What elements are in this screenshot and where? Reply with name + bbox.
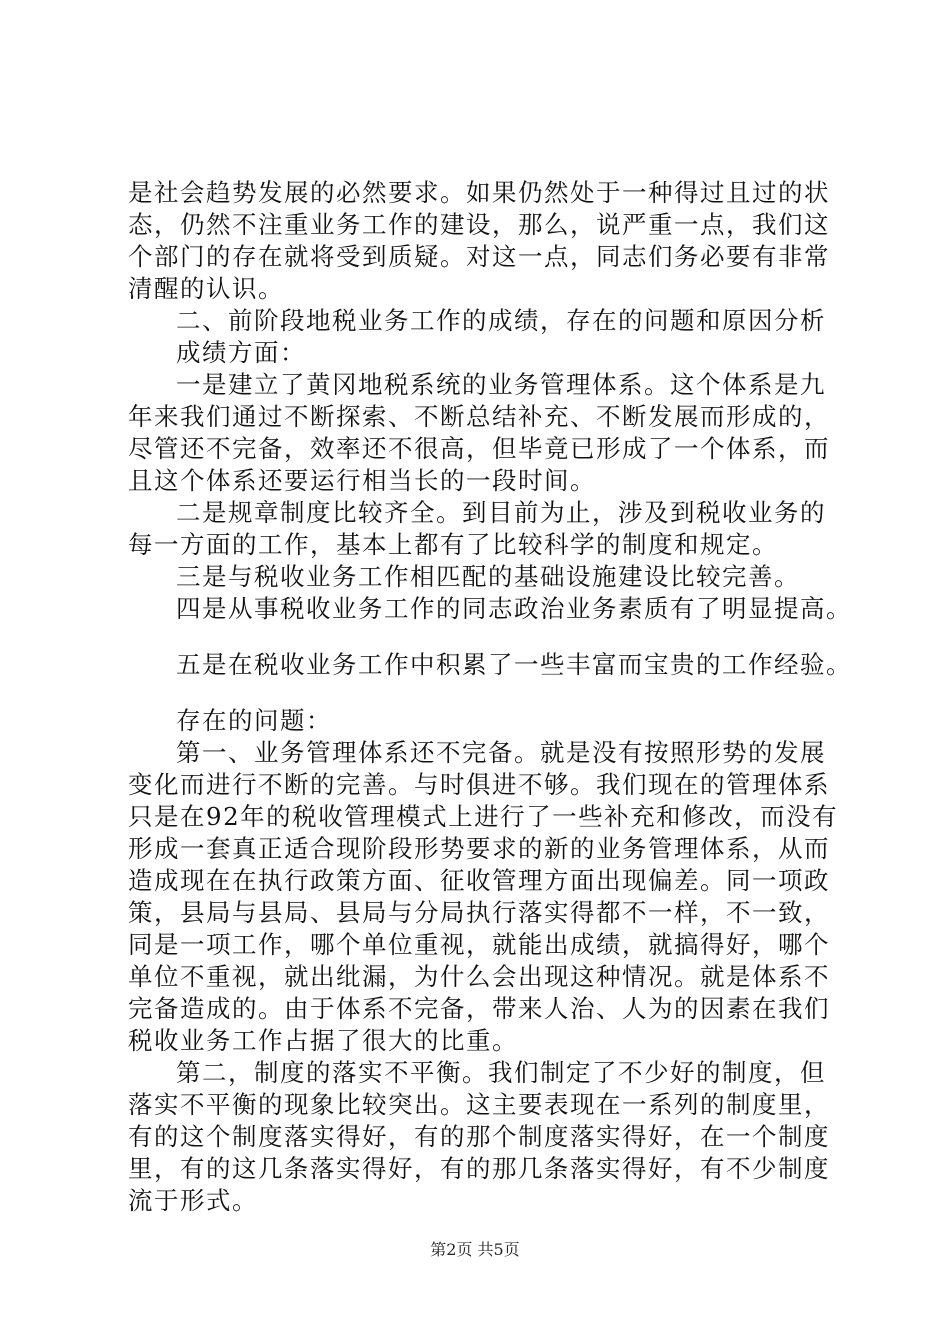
body-line: 里，有的这几条落实得好，有的那几条落实得好，有不少制度 (128, 1154, 830, 1183)
body-line: 完备造成的。由于体系不完备，带来人治、人为的因素在我们 (128, 994, 830, 1023)
body-line: 四是从事税收业务工作的同志政治业务素质有了明显提高。 (176, 594, 852, 623)
subheading: 成绩方面： (176, 338, 306, 367)
subheading: 存在的问题： (176, 706, 332, 735)
body-line: 态，仍然不注重业务工作的建设，那么，说严重一点，我们这 (128, 210, 830, 239)
body-line: 二是规章制度比较齐全。到目前为止，涉及到税收业务的 (176, 498, 826, 527)
body-line: 单位不重视，就出纰漏，为什么会出现这种情况。就是体系不 (128, 962, 830, 991)
body-line: 同是一项工作，哪个单位重视，就能出成绩，就搞得好，哪个 (128, 930, 830, 959)
body-line: 有的这个制度落实得好，有的那个制度落实得好，在一个制度 (128, 1122, 830, 1151)
body-line: 形成一套真正适合现阶段形势要求的新的业务管理体系，从而 (128, 834, 830, 863)
body-line: 三是与税收业务工作相匹配的基础设施建设比较完善。 (176, 562, 800, 591)
body-line: 税收业务工作占据了很大的比重。 (128, 1026, 518, 1055)
page-number-footer: 第2页 共5页 (430, 1240, 520, 1259)
body-line: 造成现在在执行政策方面、征收管理方面出现偏差。同一项政 (128, 866, 830, 895)
body-line: 且这个体系还要运行相当长的一段时间。 (128, 466, 596, 495)
body-line: 清醒的认识。 (128, 274, 284, 303)
body-line: 一是建立了黄冈地税系统的业务管理体系。这个体系是九 (176, 370, 826, 399)
body-line: 个部门的存在就将受到质疑。对这一点，同志们务必要有非常 (128, 242, 830, 271)
body-line: 第一、业务管理体系还不完备。就是没有按照形势的发展 (176, 738, 826, 767)
body-line: 是社会趋势发展的必然要求。如果仍然处于一种得过且过的状 (128, 178, 830, 207)
body-line: 年来我们通过不断探索、不断总结补充、不断发展而形成的， (128, 402, 830, 431)
body-line: 策，县局与县局、县局与分局执行落实得都不一样，不一致， (128, 898, 830, 927)
body-line: 尽管还不完备，效率还不很高，但毕竟已形成了一个体系，而 (128, 434, 830, 463)
body-line: 第二，制度的落实不平衡。我们制定了不少好的制度，但 (176, 1058, 826, 1087)
body-line: 变化而进行不断的完善。与时俱进不够。我们现在的管理体系 (128, 770, 830, 799)
body-line: 五是在税收业务工作中积累了一些丰富而宝贵的工作经验。 (176, 650, 852, 679)
body-line: 落实不平衡的现象比较突出。这主要表现在一系列的制度里， (128, 1090, 830, 1119)
body-line: 只是在92年的税收管理模式上进行了一些补充和修改，而没有 (128, 802, 839, 831)
section-heading: 二、前阶段地税业务工作的成绩，存在的问题和原因分析 (176, 306, 826, 335)
body-line: 每一方面的工作，基本上都有了比较科学的制度和规定。 (128, 530, 778, 559)
body-line: 流于形式。 (128, 1186, 258, 1215)
